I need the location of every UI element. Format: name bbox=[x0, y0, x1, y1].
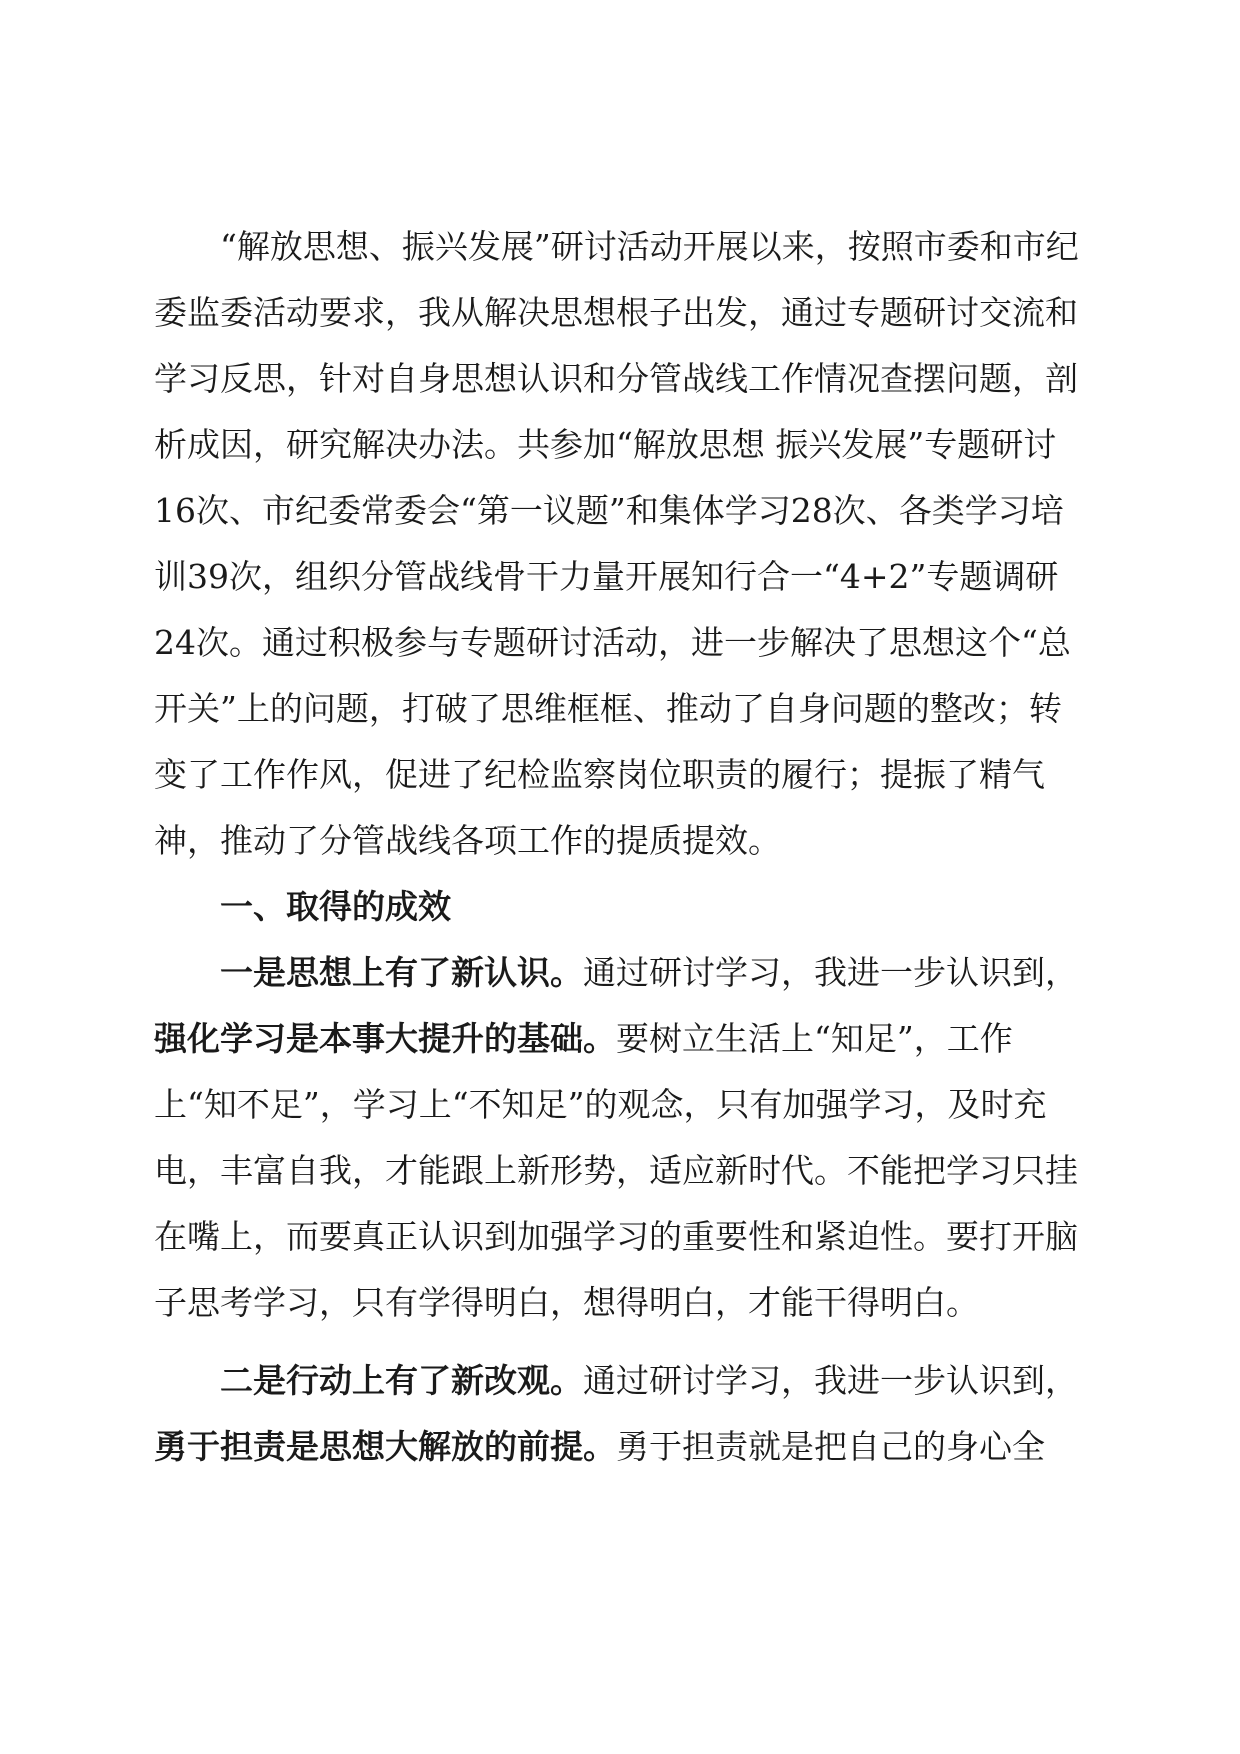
point-one-emphasis: 强化学习是本事大提升的基础。 bbox=[154, 1019, 616, 1058]
point-one-paragraph bbox=[154, 940, 1088, 1336]
document-body bbox=[154, 214, 1088, 1480]
point-two-emphasis: 勇于担责是思想大解放的前提。 bbox=[154, 1427, 616, 1466]
point-two-text-a: 通过研讨学习，我进一步认识到， bbox=[583, 1361, 1078, 1400]
point-two-lead: 二是行动上有了新改观。 bbox=[220, 1361, 583, 1400]
section-heading: 一、取得的成效 bbox=[220, 887, 451, 926]
intro-paragraph: “解放思想、振兴发展”研讨活动开展以来，按照市委和市纪委监委活动要求，我从解决思想根子出发，通过专题研讨交流和学习反思，针对自身思想认识和分管战线工作情况查摆问题，剖析成因，研究解决办法。共参加“解放思想 振兴发展”专题研讨16次、市纪委常委会“第一议题”和集体学习28次、各类学习培训39次，组织分管战线骨干力量开展知行合一“4+2”专题调研24次。通过积极参与专题研讨活动，进一步解决了思想这个“总开关”上的问题，打破了思维框框、推动了自身问题的整改；转变了工作作风，促进了纪检监察岗位职责的履行；提振了精气神，推动了分管战线各项工作的提质提效。 bbox=[154, 227, 1079, 860]
point-one-text-a: 通过研讨学习，我进一步认识到， bbox=[583, 953, 1078, 992]
point-two-paragraph bbox=[154, 1348, 1088, 1480]
point-two-text-b: 勇于担责就是把自己的身心全 bbox=[616, 1427, 1045, 1466]
point-one-lead: 一是思想上有了新认识。 bbox=[220, 953, 583, 992]
point-one-text-b: 要树立生活上“知足”，工作上“知不足”，学习上“不知足”的观念，只有加强学习，及时充电，丰富自我，才能跟上新形势，适应新时代。不能把学习只挂在嘴上，而要真正认识到加强学习的重要性和紧迫性。要打开脑子思考学习，只有学得明白，想得明白，才能干得明白。 bbox=[154, 1019, 1078, 1322]
